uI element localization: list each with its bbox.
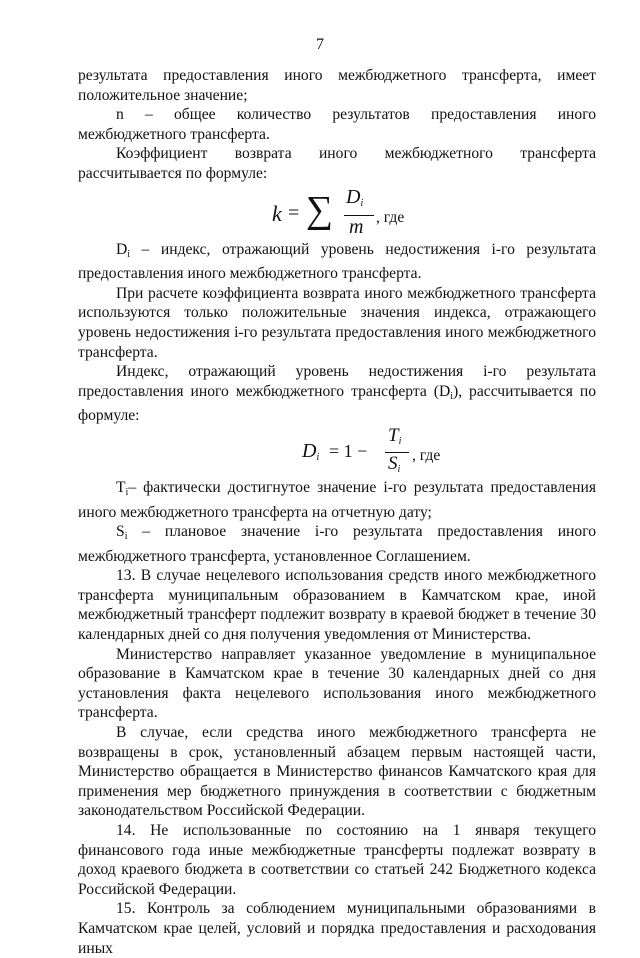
paragraph: $T_i-$ фактически достигнутое значение i-го результата предоставления иного межбюджетного трансферта на отчетную дату;	[78, 478, 596, 521]
formula-lhs: k	[272, 200, 282, 226]
formula-underachievement-index	[78, 426, 596, 478]
paragraph: 15. Контроль за соблюдением муниципальными образованиями в Камчатском крае целей, условий и порядка предоставления и расходования иных	[78, 900, 596, 957]
formula-equals: = 1 −	[329, 440, 368, 461]
paragraph: Индекс, отражающий уровень недостижения i-го результата предоставления иного межбюджетного трансферта $(D_i)$, рассчитывается по формуле:	[78, 363, 596, 425]
paragraph: Коэффициент возврата иного межбюджетного трансферта рассчитывается по формуле:	[78, 145, 596, 182]
paragraph: результата предоставления иного межбюджетного трансферта, имеет положительное значение;	[78, 67, 596, 104]
formula-lhs: $D_i$	[302, 439, 320, 463]
formula-denominator: m	[349, 215, 364, 238]
paragraph: n – общее количество результатов предоставления иного межбюджетного трансферта.	[78, 106, 596, 143]
formula-return-coefficient	[78, 184, 596, 240]
formula-suffix: , где	[376, 208, 405, 226]
paragraph: 13. В случае нецелевого использования средств иного межбюджетного трансферта муниципальным образованием в Камчатском крае, иной межбюджетный трансферт подлежит возврату в краевой бюджет в течение 30 календарных дней со дня получения уведомления от Министерства.	[78, 567, 596, 644]
paragraph: 14. Не использованные по состоянию на 1 января текущего финансового года иные межбюджетные трансферты подлежат возврату в доход краевого бюджета в соответствии со статьей 242 Бюджетного кодекса Российской Федерации.	[78, 822, 596, 898]
formula-suffix: , где	[412, 446, 441, 464]
formula-sum-sign: ∑	[306, 188, 334, 231]
formula-denominator: $S_i$	[388, 452, 401, 475]
page-number: 7	[316, 36, 324, 53]
paragraph: $D_i$ – индекс, отражающий уровень недостижения i-го результата предоставления иного межбюджетного трансферта.	[78, 240, 596, 283]
paragraph: При расчете коэффициента возврата иного межбюджетного трансферта используются только положительные значения индекса, отражающего уровень недостижения i-го результата предоставления иного межбюджетного трансферта.	[78, 284, 596, 361]
formula-equals: =	[288, 201, 300, 224]
paragraph: Министерство направляет указанное уведомление в муниципальное образование в Камчатском крае в течение 30 календарных дней со дня установления факта нецелевого использования иного межбюджетного трансферта.	[78, 645, 596, 722]
formula-numerator: $D_i$	[346, 185, 364, 209]
document-body	[78, 66, 596, 958]
paragraph: В случае, если средства иного межбюджетного трансферта не возвращены в срок, установленный абзацем первым настоящей части, Министерство обращается в Министерство финансов Камчатского края для применения мер бюджетного принуждения в соответствии с бюджетным законодательством Российской Федерации.	[78, 724, 596, 820]
paragraph: $S_i$ – плановое значение i-го результата предоставления иного межбюджетного трансферта, установленное Соглашением.	[78, 523, 596, 565]
formula-numerator: $T_i$	[388, 424, 402, 447]
